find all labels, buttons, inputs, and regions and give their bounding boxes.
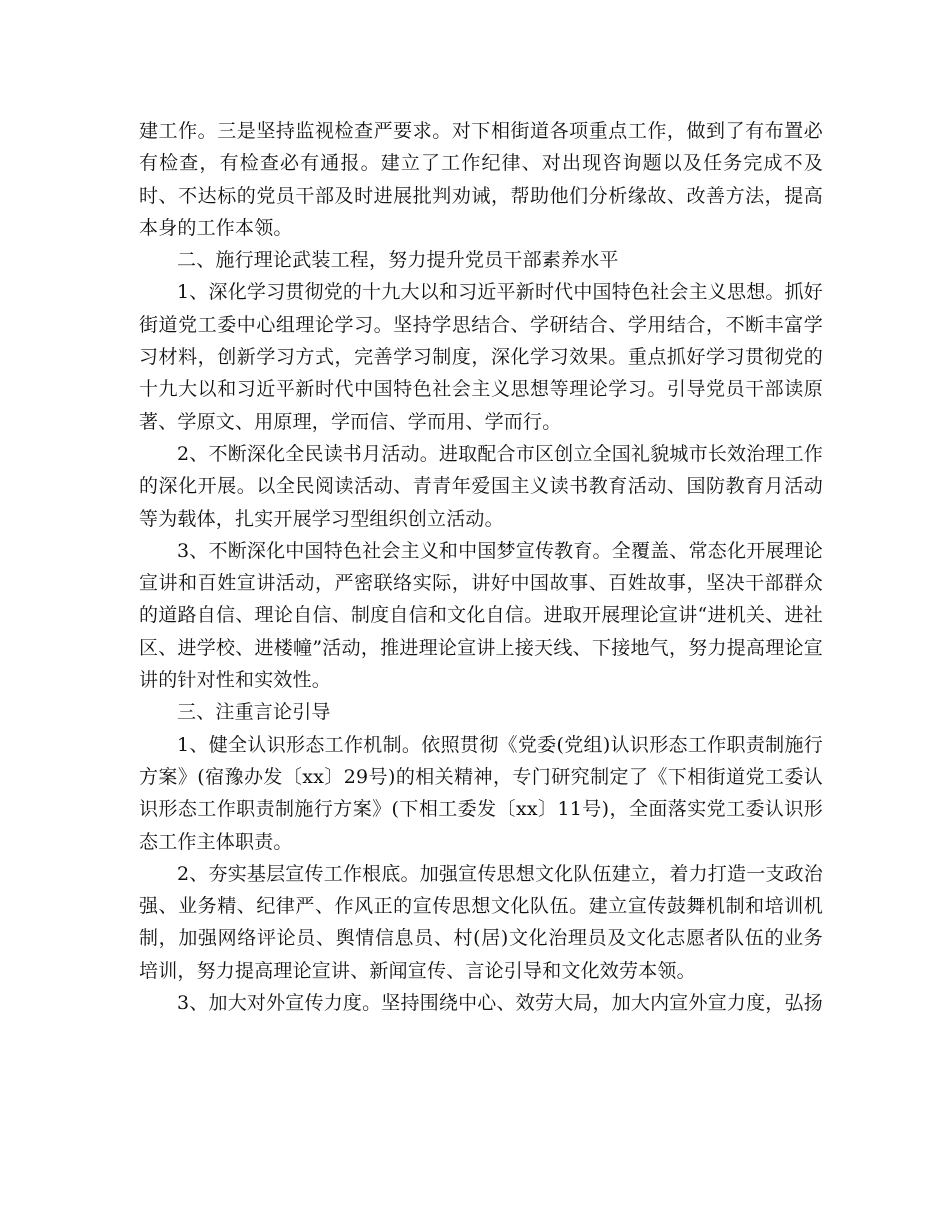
paragraph: 3、不断深化中国特色社会主义和中国梦宣传教育。全覆盖、常态化开展理论宣讲和百姓宣讲活动，严密联络实际，讲好中国故事、百姓故事，坚决干部群众的道路自信、理论自信、制度自信和文化自信。进取开展理论宣讲“进机关、进社区、进学校、进楼幢”活动，推进理论宣讲上接天线、下接地气，努力提高理论宣讲的针对性和实效性。 [139, 539, 823, 692]
document-body [139, 115, 823, 1019]
paragraph: 建工作。三是坚持监视检查严要求。对下相街道各项重点工作，做到了有布置必有检查，有检查必有通报。建立了工作纪律、对出现咨询题以及任务完成不及时、不达标的党员干部及时进展批判劝诫，帮助他们分析缘故、改善方法，提高本身的工作本领。 [139, 120, 823, 239]
paragraph: 2、夯实基层宣传工作根底。加强宣传思想文化队伍建立，着力打造一支政治强、业务精、纪律严、作风正的宣传思想文化队伍。建立宣传鼓舞机制和培训机制，加强网络评论员、舆情信息员、村(居)文化治理员及文化志愿者队伍的业务培训，努力提高理论宣讲、新闻宣传、言论引导和文化效劳本领。 [139, 862, 823, 982]
paragraph: 二、施行理论武装工程，努力提升党员干部素养水平 [177, 249, 619, 272]
paragraph: 1、健全认识形态工作机制。依照贯彻《党委(党组)认识形态工作职责制施行方案》(宿豫办发〔xx〕29号)的相关精神，专门研究制定了《下相街道党工委认识形态工作职责制施行方案》(下相工委发〔xx〕11号)，全面落实党工委认识形态工作主体职责。 [139, 733, 823, 853]
paragraph: 三、注重言论引导 [177, 701, 331, 724]
paragraph: 1、深化学习贯彻党的十九大以和习近平新时代中国特色社会主义思想。抓好街道党工委中心组理论学习。坚持学思结合、学研结合、学用结合，不断丰富学习材料，创新学习方式，完善学习制度，深化学习效果。重点抓好学习贯彻党的十九大以和习近平新时代中国特色社会主义思想等理论学习。引导党员干部读原著、学原文、用原理，学而信、学而用、学而行。 [139, 281, 823, 433]
paragraph: 2、不断深化全民读书月活动。进取配合市区创立全国礼貌城市长效治理工作的深化开展。以全民阅读活动、青青年爱国主义读书教育活动、国防教育月活动等为载体，扎实开展学习型组织创立活动。 [139, 442, 823, 530]
paragraph: 3、加大对外宣传力度。坚持围绕中心、效劳大局，加大内宣外宣力度，弘扬 [177, 992, 823, 1015]
